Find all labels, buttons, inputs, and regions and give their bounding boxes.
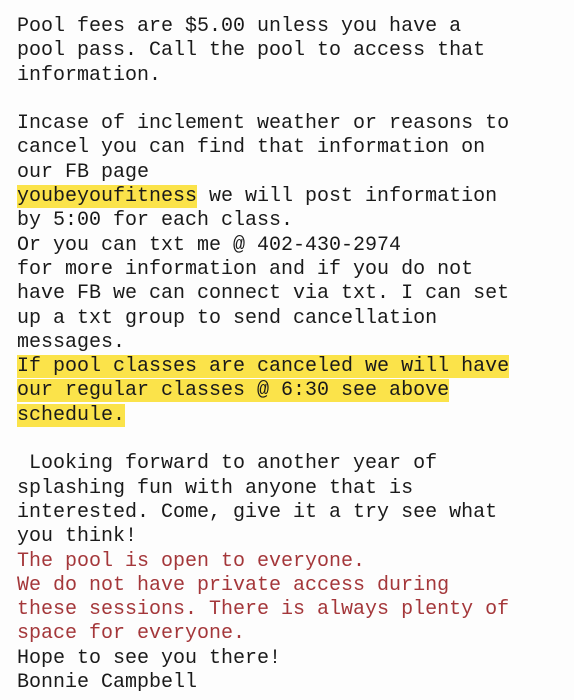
document-body <box>17 15 567 695</box>
blank-line <box>17 428 567 452</box>
text-line <box>17 185 567 209</box>
signature-name: Bonnie Campbell <box>17 671 198 695</box>
red-text-line: We do not have private access during <box>17 573 450 597</box>
text-line: you think! <box>17 525 138 549</box>
fb-page-name-highlight: youbeyoufitness <box>17 185 198 209</box>
text-line: Pool fees are $5.00 unless you have a <box>17 15 462 38</box>
text-line: splashing fun with anyone that is <box>17 476 414 500</box>
text-line: Or you can txt me @ 402-430-2974 <box>17 233 402 257</box>
blank-line <box>17 88 567 112</box>
red-text-line: The pool is open to everyone. <box>17 549 366 573</box>
text-line: by 5:00 for each class. <box>17 209 294 233</box>
text-line: Hope to see you there! <box>17 646 282 670</box>
highlight-text: If pool classes are canceled we will have <box>17 355 510 379</box>
text-line: messages. <box>17 330 126 354</box>
text-line: pool pass. Call the pool to access that <box>17 39 486 63</box>
highlight-line <box>17 379 567 403</box>
red-text-line: space for everyone. <box>17 622 246 646</box>
weather-paragraph <box>17 112 567 355</box>
highlight-text: schedule. <box>17 403 126 427</box>
text-line: have FB we can connect via txt. I can set <box>17 282 510 306</box>
highlight-line <box>17 355 567 379</box>
fb-page-rest: we will post information <box>197 185 498 209</box>
closing-paragraph <box>17 452 567 549</box>
highlight-text: our regular classes @ 6:30 see above <box>17 379 450 403</box>
highlight-line <box>17 404 567 428</box>
open-to-everyone-note <box>17 550 567 647</box>
highlighted-cancellation-note <box>17 355 567 428</box>
text-line: Looking forward to another year of <box>17 452 438 476</box>
text-line: up a txt group to send cancellation <box>17 306 438 330</box>
text-line: cancel you can find that information on <box>17 136 486 160</box>
text-line: Incase of inclement weather or reasons to <box>17 112 510 136</box>
text-line: information. <box>17 63 162 87</box>
text-line: interested. Come, give it a try see what <box>17 500 498 524</box>
signoff <box>17 647 567 696</box>
text-line: for more information and if you do not <box>17 257 474 281</box>
pool-fees-paragraph <box>17 15 567 88</box>
red-text-line: these sessions. There is always plenty of <box>17 598 510 622</box>
text-line: our FB page <box>17 160 150 184</box>
